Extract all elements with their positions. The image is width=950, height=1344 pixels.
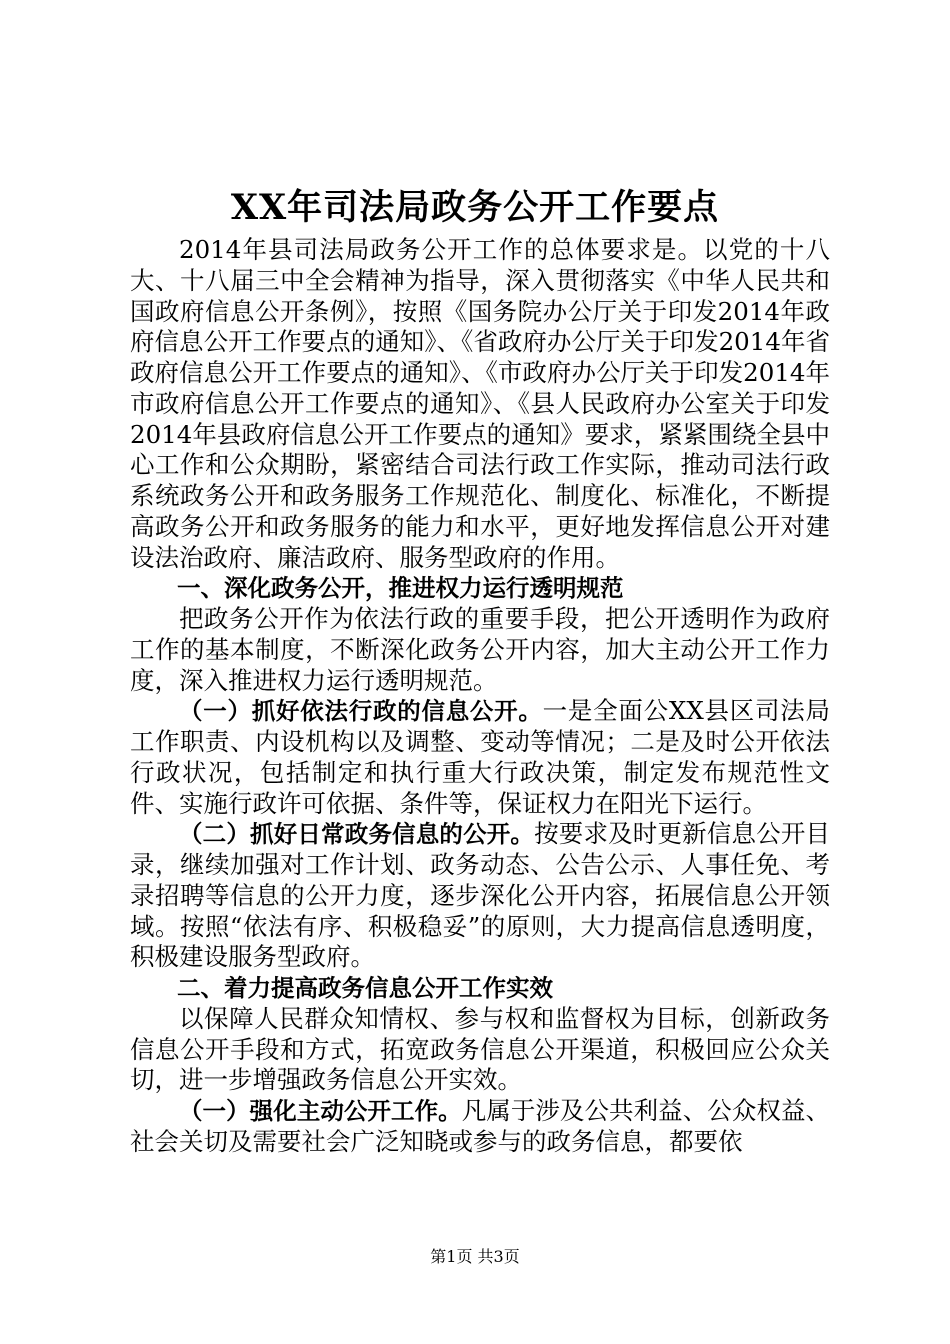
paragraph-text: 按要求及时更新信息公开目录，继续加强对工作计划、政务动态、公告公示、人事任免、考录招聘等信息的公开力度，逐步深化公开内容，拓展信息公开领域。按照“依法有序、积极稳妥”的原则，大力提高信息透明度，积极建设服务型政府。 — [130, 819, 831, 972]
paragraph-text: 以保障人民群众知情权、参与权和监督权为目标，创新政务信息公开手段和方式，拓宽政务信息公开渠道，积极回应公众关切，进一步增强政务信息公开实效。 — [130, 1003, 830, 1095]
document-title: XX年司法局政务公开工作要点 — [230, 187, 720, 228]
subsection-paragraph — [130, 696, 830, 819]
paragraph-text: 凡属于涉及公共利益、公众权益、社会关切及需要社会广泛知晓或参与的政务信息，都要依 — [130, 1096, 831, 1156]
page-footer: 第1页 共3页 — [430, 1247, 520, 1266]
heading-text: 一、深化政务公开，推进权力运行透明规范 — [177, 574, 624, 603]
section-heading — [130, 973, 830, 1004]
section-heading — [130, 573, 830, 604]
body-paragraph — [130, 235, 830, 573]
subsection-lead: （一）抓好依法行政的信息公开。 — [179, 697, 543, 726]
paragraph-text: 2014年县司法局政务公开工作的总体要求是。以党的十八大、十八届三中全会精神为指导，深入贯彻落实《中华人民共和国政府信息公开条例》，按照《国务院办公厅关于印发2014年政府信息公开工作要点的通知》、《省政府办公厅关于印发2014年省政府信息公开工作要点的通知》、《市政府办公厅关于印发2014年市政府信息公开工作要点的通知》、《县人民政府办公室关于印发2014年县政府信息公开工作要点的通知》要求，紧紧围绕全县中心工作和公众期盼，紧密结合司法行政工作实际，推动司法行政系统政务公开和政务服务工作规范化、制度化、标准化，不断提高政务公开和政务服务的能力和水平，更好地发挥信息公开对建设法治政府、廉洁政府、服务型政府的作用。 — [130, 235, 830, 572]
body-paragraph — [130, 1004, 830, 1096]
subsection-paragraph — [130, 1096, 830, 1158]
paragraph-text: 把政务公开作为依法行政的重要手段，把公开透明作为政府工作的基本制度，不断深化政务公开内容，加大主动公开工作力度，深入推进权力运行透明规范。 — [130, 604, 830, 695]
subsection-paragraph — [130, 819, 830, 973]
body-paragraph — [130, 604, 830, 696]
subsection-lead: （二）抓好日常政务信息的公开。 — [179, 820, 535, 849]
heading-text: 二、着力提高政务信息公开工作实效 — [177, 974, 553, 1002]
paragraph-text: 一是全面公XX县区司法局工作职责、内设机构以及调整、变动等情况；二是及时公开依法行政状况，包括制定和执行重大行政决策，制定发布规范性文件、实施行政许可依据、条件等，保证权力在阳光下运行。 — [130, 696, 830, 818]
subsection-lead: （一）强化主动公开工作。 — [179, 1097, 462, 1125]
document-body — [130, 235, 830, 1158]
